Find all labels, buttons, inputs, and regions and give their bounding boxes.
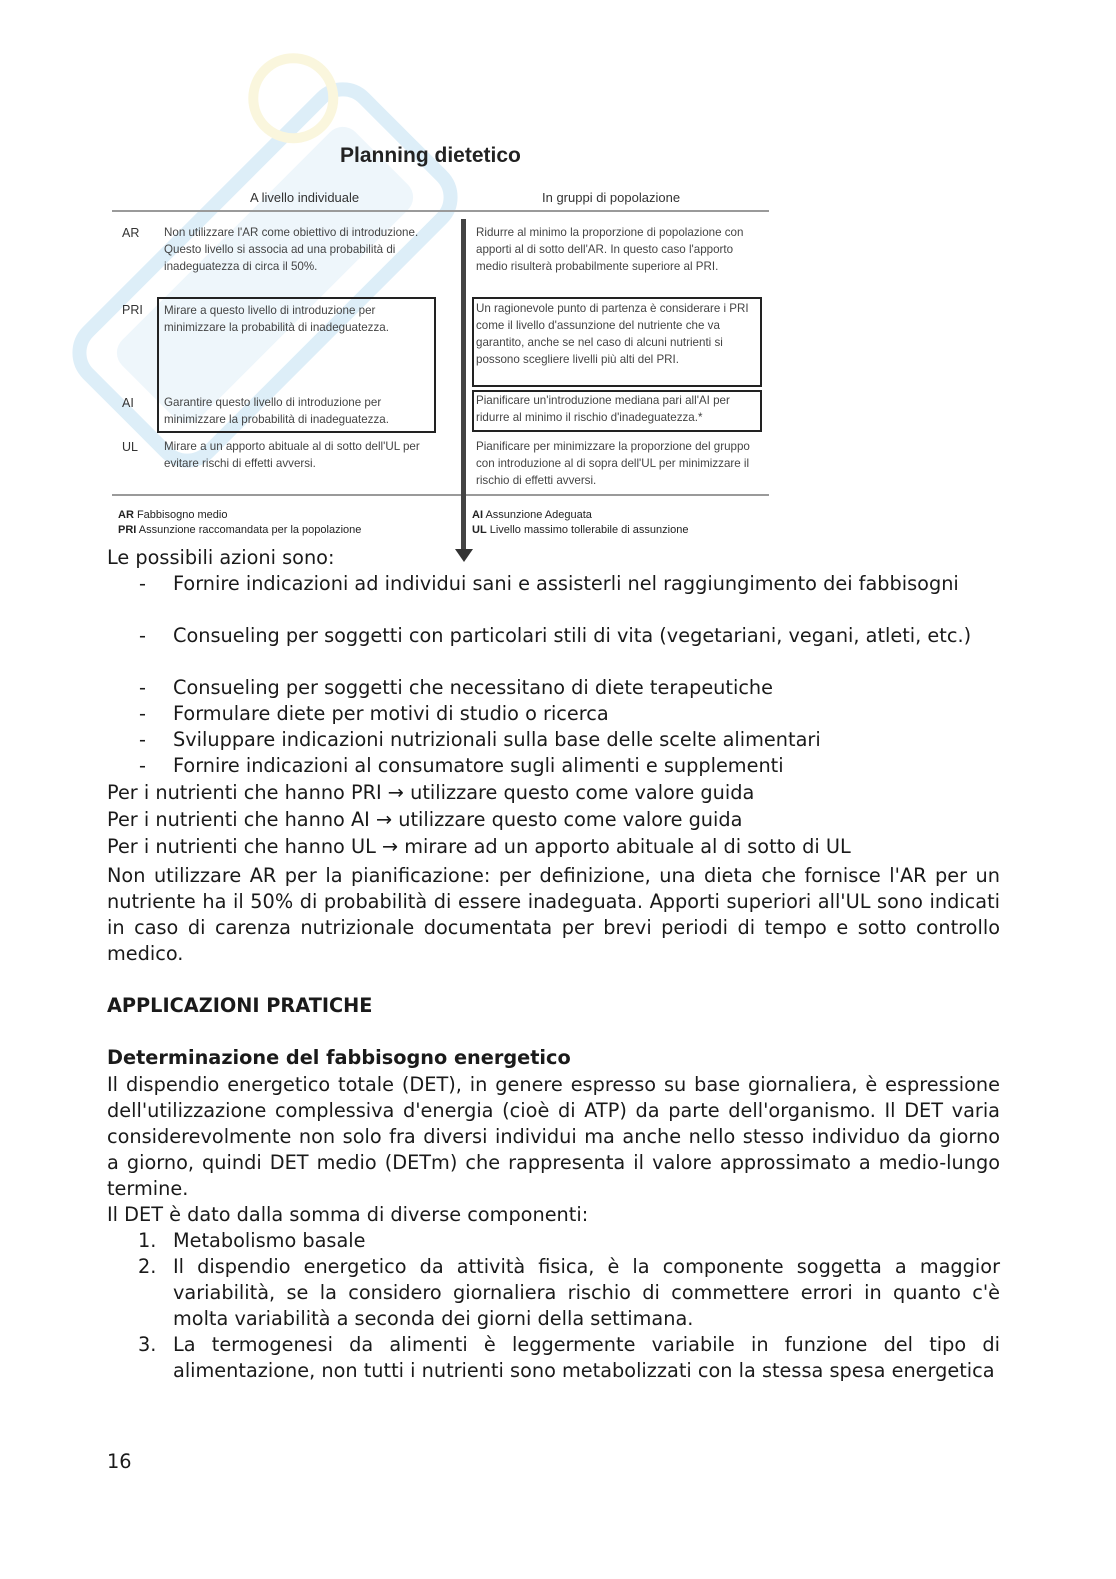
list-item: 1. Metabolismo basale: [138, 1229, 366, 1252]
bottom-rule: [112, 494, 769, 496]
list-item: - Fornire indicazioni al consumatore sugli alimenti e supplementi: [139, 754, 784, 777]
list-item: 2. Il dispendio energetico da attività fisica, è la componente soggetta a maggior variabilità, se la considero giornaliera rischio di commettere errori in quanto c'è molta variabilità a seconda dei giorni della settimana.: [138, 1255, 1000, 1330]
list-item: - Consueling per soggetti con particolari stili di vita (vegetariani, vegani, atleti, etc.): [139, 624, 972, 647]
cell-ar-population: Ridurre al minimo la proporzione di popolazione con apporti al di sotto dell'AR. In questo caso l'apporto medio risulterà probabilmente superiore al PRI.: [476, 226, 744, 273]
page-number: 16: [107, 1450, 132, 1473]
list-item: - Sviluppare indicazioni nutrizionali sulla base delle scelte alimentari: [139, 728, 821, 751]
ar-note-paragraph: Non utilizzare AR per la pianificazione: per definizione, una dieta che fornisce l'AR per un nutriente ha il 50% di probabilità di essere inadeguata. Apporti superiori all'UL sono indicati in caso di carenza nutrizionale documentata per brevi periodi di tempo e sotto controllo medico.: [107, 864, 1000, 965]
row-label-ar: AR: [122, 226, 140, 240]
legend-ar: AR Fabbisogno medio: [118, 509, 228, 521]
cell-ai-individual: Garantire questo livello di introduzione per minimizzare la probabilità di inadeguatezza.: [164, 396, 389, 426]
det-components-intro: Il DET è dato dalla somma di diverse componenti:: [107, 1203, 589, 1226]
list-item: - Fornire indicazioni ad individui sani e assisterli nel raggiungimento dei fabbisogni: [139, 572, 959, 595]
rule-ai: Per i nutrienti che hanno AI → utilizzare questo come valore guida: [107, 808, 743, 831]
subsection-title: Determinazione del fabbisogno energetico: [107, 1046, 571, 1069]
cell-pri-population: Un ragionevole punto di partenza è considerare i PRI come il livello d'assunzione del nutriente che va garantito, anche se nel caso di alcuni nutrienti si possono scegliere livelli più alti del PRI.: [476, 302, 749, 366]
row-label-pri: PRI: [122, 303, 143, 317]
cell-ar-individual: Non utilizzare l'AR come obiettivo di introduzione. Questo livello si associa ad una probabilità di inadeguatezza di circa il 50%.: [164, 226, 419, 273]
legend-ul: UL Livello massimo tollerabile di assunzione: [472, 524, 689, 536]
section-title: APPLICAZIONI PRATICHE: [107, 994, 373, 1017]
rule-pri: Per i nutrienti che hanno PRI → utilizzare questo come valore guida: [107, 781, 755, 804]
rule-ul: Per i nutrienti che hanno UL → mirare ad un apporto abituale al di sotto di UL: [107, 835, 851, 858]
planning-figure: [112, 140, 772, 540]
figure-title: Planning dietetico: [340, 144, 521, 167]
actions-intro: Le possibili azioni sono:: [107, 546, 335, 569]
arrow-shaft: [461, 219, 466, 555]
legend-ai: AI Assunzione Adeguata: [472, 509, 592, 521]
cell-pri-individual: Mirare a questo livello di introduzione per minimizzare la probabilità di inadeguatezza.: [164, 304, 389, 334]
top-rule: [112, 210, 769, 212]
cell-ai-population: Pianificare un'introduzione mediana pari all'AI per ridurre al minimo il rischio d'inadeguatezza.*: [476, 394, 730, 424]
list-item: - Consueling per soggetti che necessitano di diete terapeutiche: [139, 676, 774, 699]
row-label-ai: AI: [122, 396, 134, 410]
legend-pri: PRI Assunzione raccomandata per la popolazione: [118, 524, 362, 536]
list-item: 3. La termogenesi da alimenti è leggermente variabile in funzione del tipo di alimentazione, non tutti i nutrienti sono metabolizzati con la stessa spesa energetica: [138, 1333, 1000, 1382]
row-label-ul: UL: [122, 440, 138, 454]
cell-ul-population: Pianificare per minimizzare la proporzione del gruppo con introduzione al di sopra dell'UL per minimizzare il rischio di effetti avversi.: [476, 440, 750, 487]
column-header-population: In gruppi di popolazione: [542, 190, 681, 205]
cell-ul-individual: Mirare a un apporto abituale al di sotto dell'UL per evitare rischi di effetti avversi.: [164, 440, 420, 470]
det-paragraph: Il dispendio energetico totale (DET), in genere espresso su base giornaliera, è espressione dell'utilizzazione complessiva d'energia (cioè di ATP) da parte dell'organismo. Il DET varia considerevolmente non solo fra diversi individui ma anche nello stesso individuo da giorno a giorno, quindi DET medio (DETm) che rappresenta il valore approssimato a medio-lungo termine.: [107, 1073, 1000, 1200]
column-header-individual: A livello individuale: [250, 190, 360, 205]
list-item: - Formulare diete per motivi di studio o ricerca: [139, 702, 609, 725]
